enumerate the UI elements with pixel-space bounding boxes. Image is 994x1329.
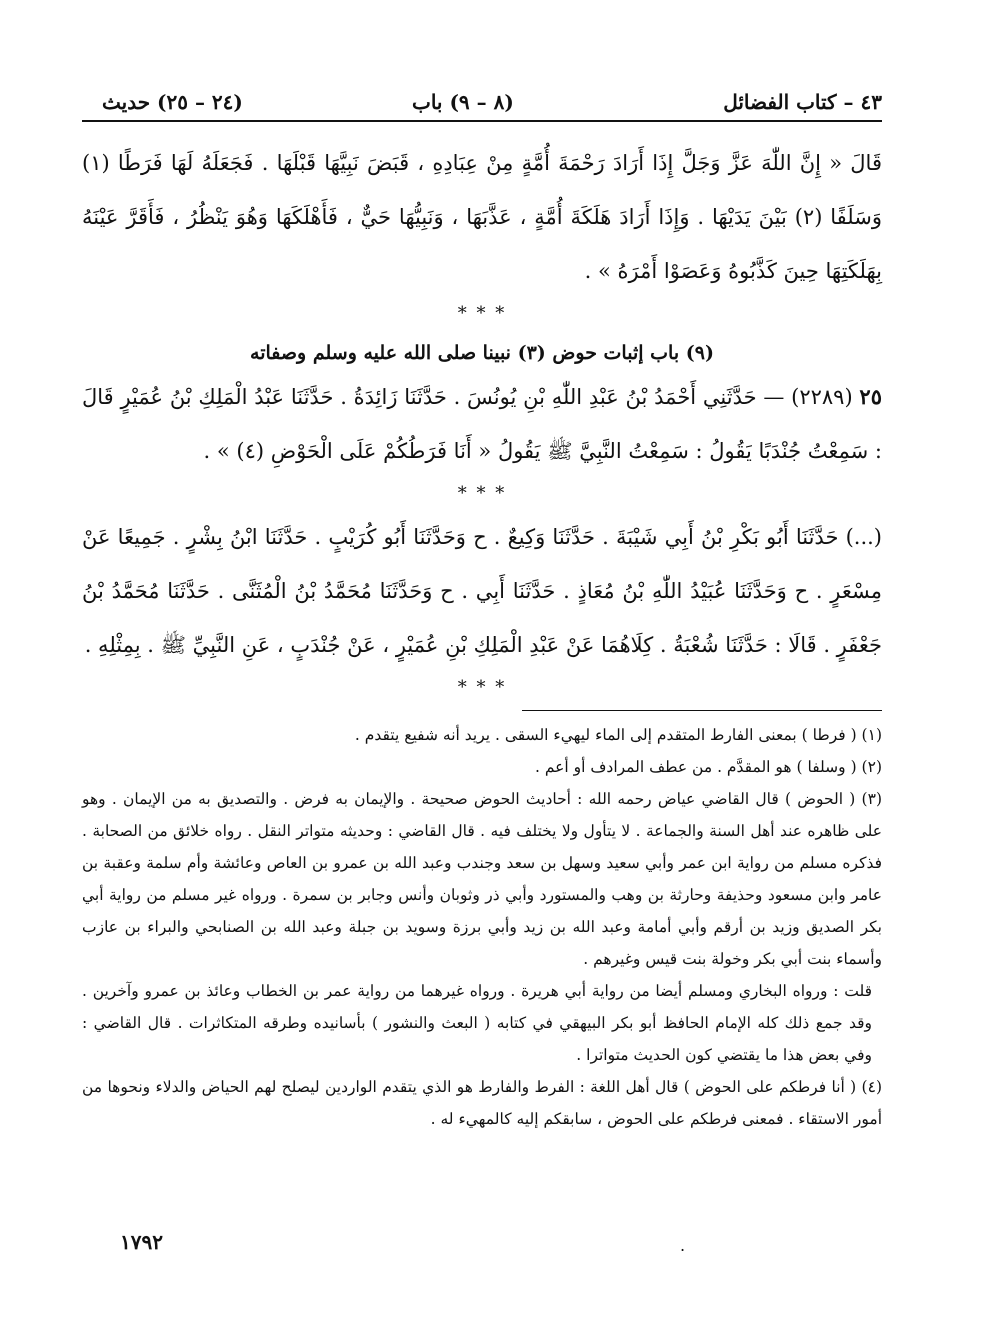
chapter-title: (٩) باب إثبات حوض (٣) نبينا صلى الله عليه وسلم وصفاته xyxy=(250,342,714,364)
footnote-3: (٣) ( الحوض ) قال القاضي عياض رحمه الله : أحاديث الحوض صحيحة . والإيمان به فرض . والتصديق به من الإيمان . وهو على ظاهره عند أهل السنة والجماعة . لا يتأول ولا يختلف فيه . قال القاضي : وحديثه متواتر النقل . رواه خلائق من الصحابة . فذكره مسلم من رواية ابن عمر وأبي سعيد وسهل بن سعد وجندب وعبد الله بن عمرو بن العاص وعائشة وأم سلمة وعقبة بن عامر وابن مسعود وحذيفة وحارثة بن وهب والمستورد وأبي ذر وثوبان وأنس وجابر بن سمرة . ورواه غير مسلم من رواية أبي بكر الصديق وزيد بن أرقم وأبي أمامة وعبد الله بن زيد وأبي برزة وسويد بن جبلة وعبد الله بن الصنابحي والبراء بن عازب وأسماء بنت أبي بكر وخولة بنت قيس وغيرهم . xyxy=(82,790,882,968)
hadith-number: ٢٥ xyxy=(859,384,882,409)
footnote-1: (١) ( فرطا ) بمعنى الفارط المتقدم إلى الماء ليهيء السقى . يريد أنه شفيع يتقدم . xyxy=(354,726,882,744)
separator-stars: * * * xyxy=(457,483,507,504)
hadith-text: — حَدَّثَنِي أَحْمَدُ بْنُ عَبْدِ اللّٰهِ بْنِ يُونُسَ . حَدَّثَنَا زَائِدَةُ . حَدَّثَنَا عَبْدُ الْمَلِكِ بْنُ عُمَيْرٍ قَالَ : سَمِعْتُ جُنْدَبًا يَقُولُ : سَمِعْتُ النَّبِيَّ ﷺ يَقُولُ « أَنَا فَرَطُكُمْ عَلَى الْحَوْضِ (٤) » . xyxy=(82,385,882,463)
hadith-text: قَالَ « إِنَّ اللّٰهَ عَزَّ وَجَلَّ إِذَا أَرَادَ رَحْمَةَ أُمَّةٍ مِنْ عِبَادِهِ ، قَبَضَ نَبِيَّهَا قَبْلَهَا . فَجَعَلَهُ لَهَا فَرَطًا (١) وَسَلَفًا (٢) بَيْنَ يَدَيْهَا . وَإِذَا أَرَادَ هَلَكَةَ أُمَّةٍ ، عَذَّبَهَا ، وَنَبِيُّهَا حَيٌّ ، فَأَهْلَكَهَا وَهُوَ يَنْظُرُ ، فَأَقَرَّ عَيْنَهُ بِهَلَكَتِهَا حِينَ كَذَّبُوهُ وَعَصَوْا أَمْرَهُ » . xyxy=(82,151,882,283)
header-book-title: ٤٣ – كتاب الفضائل xyxy=(723,90,882,114)
page-header xyxy=(82,78,882,122)
hadith-global-number: (٢٢٨٩) xyxy=(791,385,853,409)
footnote-4: (٤) ( أنا فرطكم على الحوض ) قال أهل اللغة : الفرط والفارط هو الذي يتقدم الواردين ليصلح لهم الحياض والدلاء ونحوها من أمور الاستقاء . فمعنى فرطكم على الحوض ، سابقكم إليه كالمهيء له . xyxy=(82,1078,882,1128)
hadith-25 xyxy=(82,370,882,478)
footnote-3-continued: قلت : ورواه البخاري ومسلم أيضا من رواية أبي هريرة . ورواه غيرهما من رواية عمر بن الخطاب وعائذ بن عمرو وآخرين . وقد جمع ذلك كله الإمام الحافظ أبو بكر البيهقي في كتابه ( البعث والنشور ) بأسانيده وطرقه المتكاثرات . قال القاضي : وفي بعض هذا ما يقتضي كون الحديث متواترا . xyxy=(82,982,872,1064)
footnote-divider xyxy=(522,710,882,711)
hadith-chain-text: (...) حَدَّثَنَا أَبُو بَكْرِ بْنُ أَبِي شَيْبَةَ . حَدَّثَنَا وَكِيعٌ . ح وَحَدَّثَنَا أَبُو كُرَيْبٍ . حَدَّثَنَا ابْنُ بِشْرٍ . جَمِيعًا عَنْ مِسْعَرٍ . ح وَحَدَّثَنَا عُبَيْدُ اللّٰهِ بْنُ مُعَاذٍ . حَدَّثَنَا أَبِي . ح وَحَدَّثَنَا مُحَمَّدُ بْنُ الْمُثَنَّى . حَدَّثَنَا مُحَمَّدُ بْنُ جَعْفَرٍ . قَالَا : حَدَّثَنَا شُعْبَةُ . كِلَاهُمَا عَنْ عَبْدِ الْمَلِكِ بْنِ عُمَيْرٍ ، عَنْ جُنْدَبٍ ، عَنِ النَّبِيِّ ﷺ . بِمِثْلِهِ . xyxy=(82,525,882,657)
page-mark: . xyxy=(680,1236,686,1255)
header-chapter-range: (٨ – ٩) باب xyxy=(412,90,514,114)
hadith-25-chain xyxy=(82,510,882,672)
separator-stars: * * * xyxy=(457,677,507,698)
footnotes xyxy=(82,719,882,1135)
footnote-2: (٢) ( وسلفا ) هو المقدَّم . من عطف المرادف أو أعم . xyxy=(534,758,882,776)
hadith-24-continuation xyxy=(82,136,882,298)
book-page xyxy=(82,78,882,1135)
separator-stars: * * * xyxy=(457,303,507,324)
page-number: ١٧٩٢ xyxy=(120,1230,163,1254)
header-hadith-range: (٢٤ – ٢٥) حديث xyxy=(102,90,243,114)
